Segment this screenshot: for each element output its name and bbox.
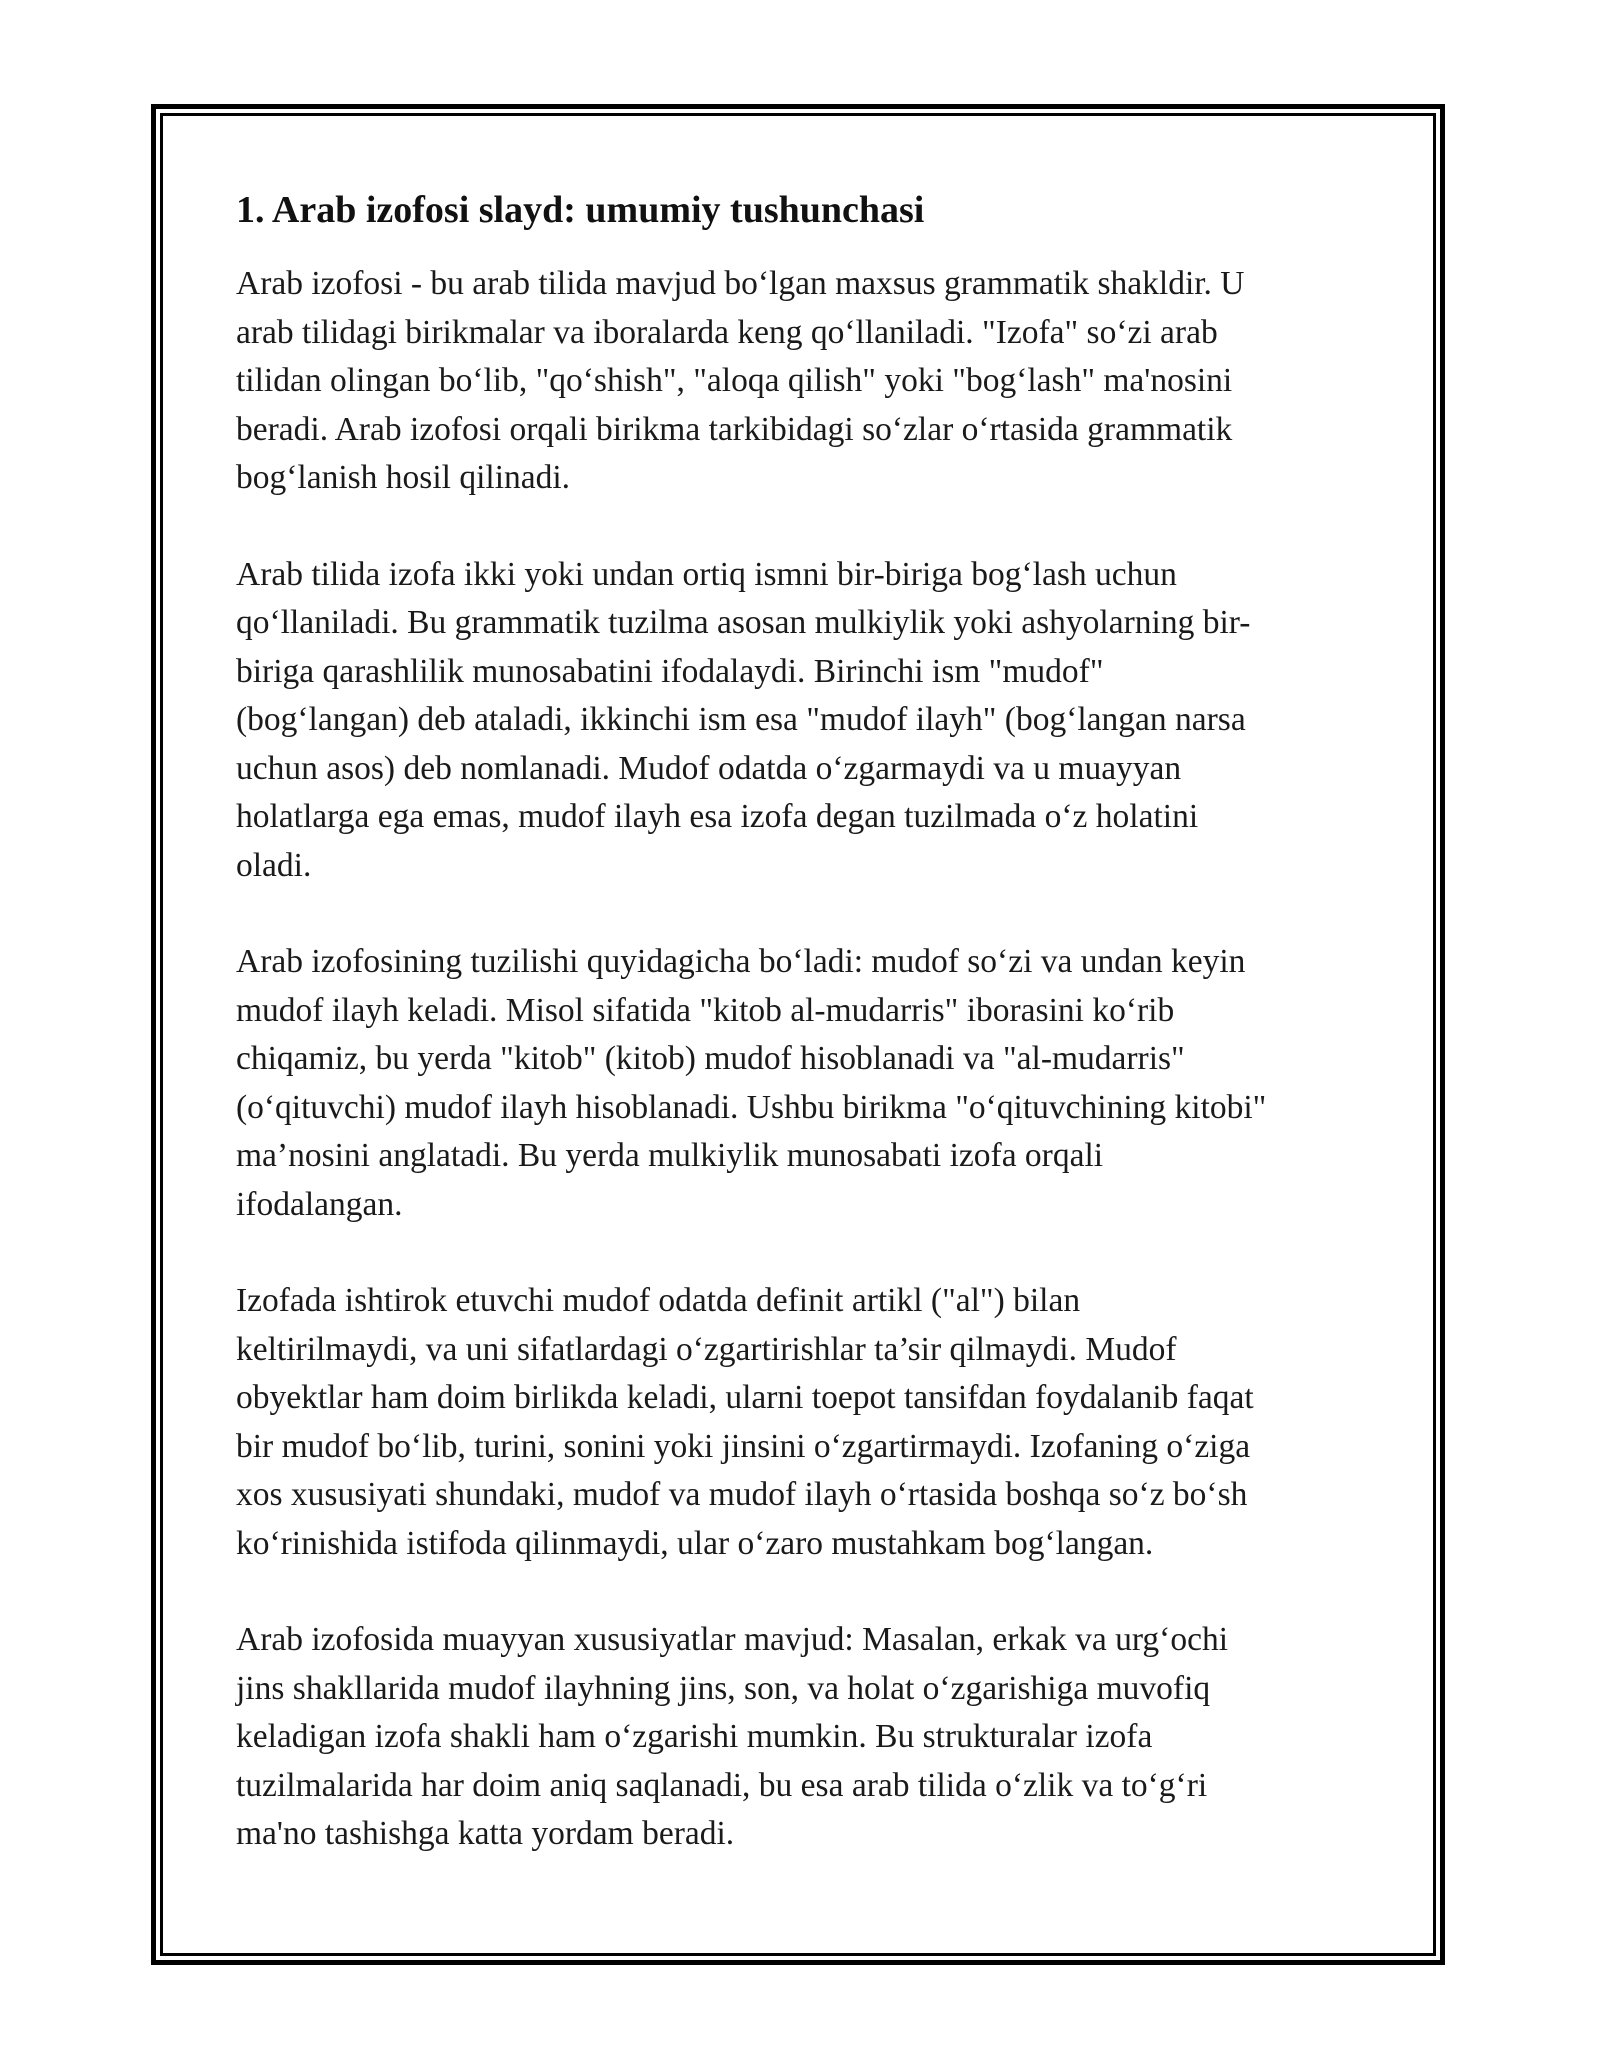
paragraph-usage: Arab tilida izofa ikki yoki undan ortiq ismni bir-biriga bogʻlash uchun qoʻllaniladi. Bu grammatik tuzilma asosan mulkiylik yoki ashyolarning bir- biriga qarashlilik munosabatini ifodalaydi. Birinchi ism "mudof" (bogʻlangan) deb ataladi, ikkinchi ism esa "mudof ilayh" (bogʻlangan narsa uchun asos) deb nomlanadi. Mudof odatda oʻzgarmaydi va u muayyan holatlarga ega emas, mudof ilayh esa izofa degan tuzilmada oʻz holatini oladi.: [236, 555, 1251, 884]
paragraph-definition: Arab izofosi - bu arab tilida mavjud boʻlgan maxsus grammatik shakldir. U arab tilidagi birikmalar va iboralarda keng qoʻllaniladi. "Izofa" soʻzi arab tilidan olingan boʻlib, "qoʻshish", "aloqa qilish" yoki "bogʻlash" ma'nosini beradi. Arab izofosi orqali birikma tarkibidagi soʻzlar oʻrtasida grammatik bogʻlanish hosil qilinadi.: [236, 265, 1245, 496]
document-body: [236, 186, 1376, 1907]
section-heading: 1. Arab izofosi slayd: umumiy tushunchasi: [236, 189, 925, 231]
paragraph-properties: Arab izofosida muayyan xususiyatlar mavjud: Masalan, erkak va urgʻochi jins shakllarida mudof ilayhning jins, son, va holat oʻzgarishiga muvofiq keladigan izofa shakli ham oʻzgarishi mumkin. Bu strukturalar izofa tuzilmalarida har doim aniq saqlanadi, bu esa arab tilida oʻzlik va toʻgʻri ma'no tashishga katta yordam beradi.: [236, 1621, 1228, 1852]
paragraph-features: Izofada ishtirok etuvchi mudof odatda definit artikl ("al") bilan keltirilmaydi, va uni sifatlardagi oʻzgartirishlar ta’sir qilmaydi. Mudof obyektlar ham doim birlikda keladi, ularni toepot tansifdan foydalanib faqat bir mudof boʻlib, turini, sonini yoki jinsini oʻzgartirmaydi. Izofaning oʻziga xos xususiyati shundaki, mudof va mudof ilayh oʻrtasida boshqa soʻz boʻsh koʻrinishida istifoda qilinmaydi, ular oʻzaro mustahkam bogʻlangan.: [236, 1282, 1254, 1562]
paragraph-structure: Arab izofosining tuzilishi quyidagicha boʻladi: mudof soʻzi va undan keyin mudof ilayh keladi. Misol sifatida "kitob al-mudarris" iborasini koʻrib chiqamiz, bu yerda "kitob" (kitob) mudof hisoblanadi va "al-mudarris" (oʻqituvchi) mudof ilayh hisoblanadi. Ushbu birikma "oʻqituvchining kitobi" ma’nosini anglatadi. Bu yerda mulkiylik munosabati izofa orqali ifodalangan.: [236, 943, 1267, 1223]
